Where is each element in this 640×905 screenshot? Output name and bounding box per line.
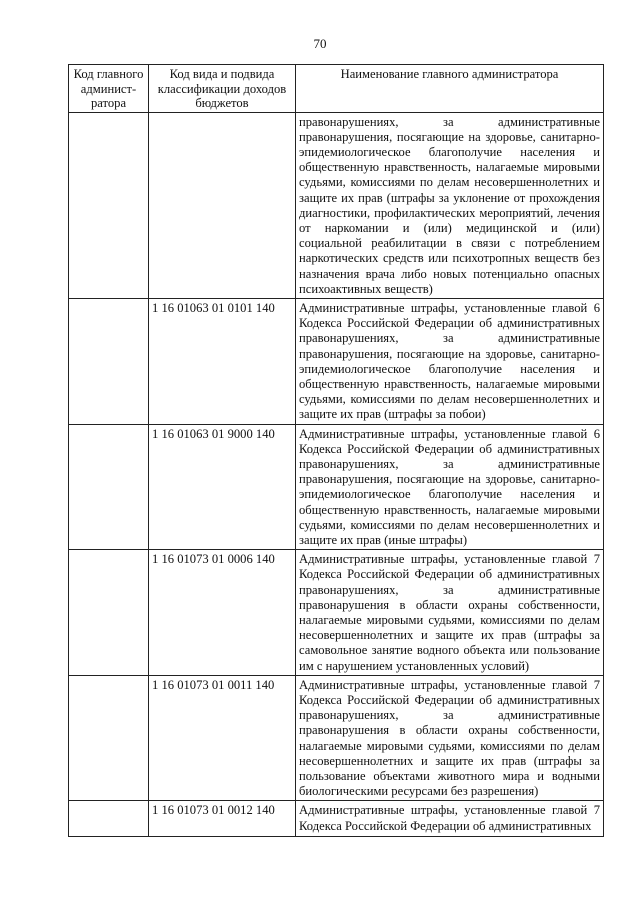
income-code-cell: 1 16 01073 01 0012 140	[149, 801, 296, 837]
admin-name-cell: Административные штрафы, установленные главой 6 Кодекса Российской Федерации об административных правонарушениях, за административные правонарушения, посягающие на здоровье, санитарно-эпидемиологическое благополучие населения и общественную нравственность, налагаемые мировыми судьями, комиссиями по делам несовершеннолетних и защите их прав (штрафы за побои)	[296, 298, 604, 424]
table-row	[69, 112, 604, 298]
admin-code-cell	[69, 298, 149, 424]
table-row	[69, 801, 604, 837]
header-admin-name: Наименование главного администратора	[296, 65, 604, 113]
table-row	[69, 298, 604, 424]
income-code-cell: 1 16 01063 01 9000 140	[149, 424, 296, 550]
table-row	[69, 424, 604, 550]
income-code-cell	[149, 112, 296, 298]
admin-name-cell: Административные штрафы, установленные главой 7 Кодекса Российской Федерации об административных правонарушениях, за административные правонарушения в области охраны собственности, налагаемые мировыми судьями, комиссиями по делам несовершеннолетних и защите их прав (штрафы за пользование объектами животного мира и водными биологическими ресурсами без разрешения)	[296, 675, 604, 801]
income-code-cell: 1 16 01063 01 0101 140	[149, 298, 296, 424]
header-income-code: Код вида и подвида классификации доходов бюджетов	[149, 65, 296, 113]
admin-code-cell	[69, 424, 149, 550]
table-header-row	[69, 65, 604, 113]
table-row	[69, 550, 604, 676]
income-classification-table	[68, 64, 604, 837]
page-number: 70	[313, 36, 327, 51]
admin-name-cell: Административные штрафы, установленные главой 7 Кодекса Российской Федерации об административных правонарушениях, за административные правонарушения в области охраны собственности, налагаемые мировыми судьями, комиссиями по делам несовершеннолетних и защите их прав (штрафы за самовольное занятие водного объекта или пользование им с нарушением установленных условий)	[296, 550, 604, 676]
admin-code-cell	[69, 112, 149, 298]
admin-code-cell	[69, 801, 149, 837]
table-row	[69, 675, 604, 801]
header-admin-code: Код главного админист-ратора	[69, 65, 149, 113]
income-code-cell: 1 16 01073 01 0006 140	[149, 550, 296, 676]
admin-name-cell	[296, 801, 604, 837]
income-code-cell: 1 16 01073 01 0011 140	[149, 675, 296, 801]
admin-name-text: Административные штрафы, установленные главой 7 Кодекса Российской Федерации об административных	[299, 803, 600, 833]
admin-code-cell	[69, 675, 149, 801]
admin-name-cell: Административные штрафы, установленные главой 6 Кодекса Российской Федерации об административных правонарушениях, за административные правонарушения, посягающие на здоровье, санитарно-эпидемиологическое благополучие населения и общественную нравственность, налагаемые мировыми судьями, комиссиями по делам несовершеннолетних и защите их прав (иные штрафы)	[296, 424, 604, 550]
admin-code-cell	[69, 550, 149, 676]
admin-name-cell: правонарушениях, за административные правонарушения, посягающие на здоровье, санитарно-эпидемиологическое благополучие населения и общественную нравственность, налагаемые мировыми судьями, комиссиями по делам несовершеннолетних и защите их прав (штрафы за уклонение от прохождения диагностики, профилактических мероприятий, лечения от наркомании и (или) медицинской и (или) социальной реабилитации в связи с потреблением наркотических средств или психотропных веществ без назначения врача либо новых потенциально опасных психоактивных веществ)	[296, 112, 604, 298]
